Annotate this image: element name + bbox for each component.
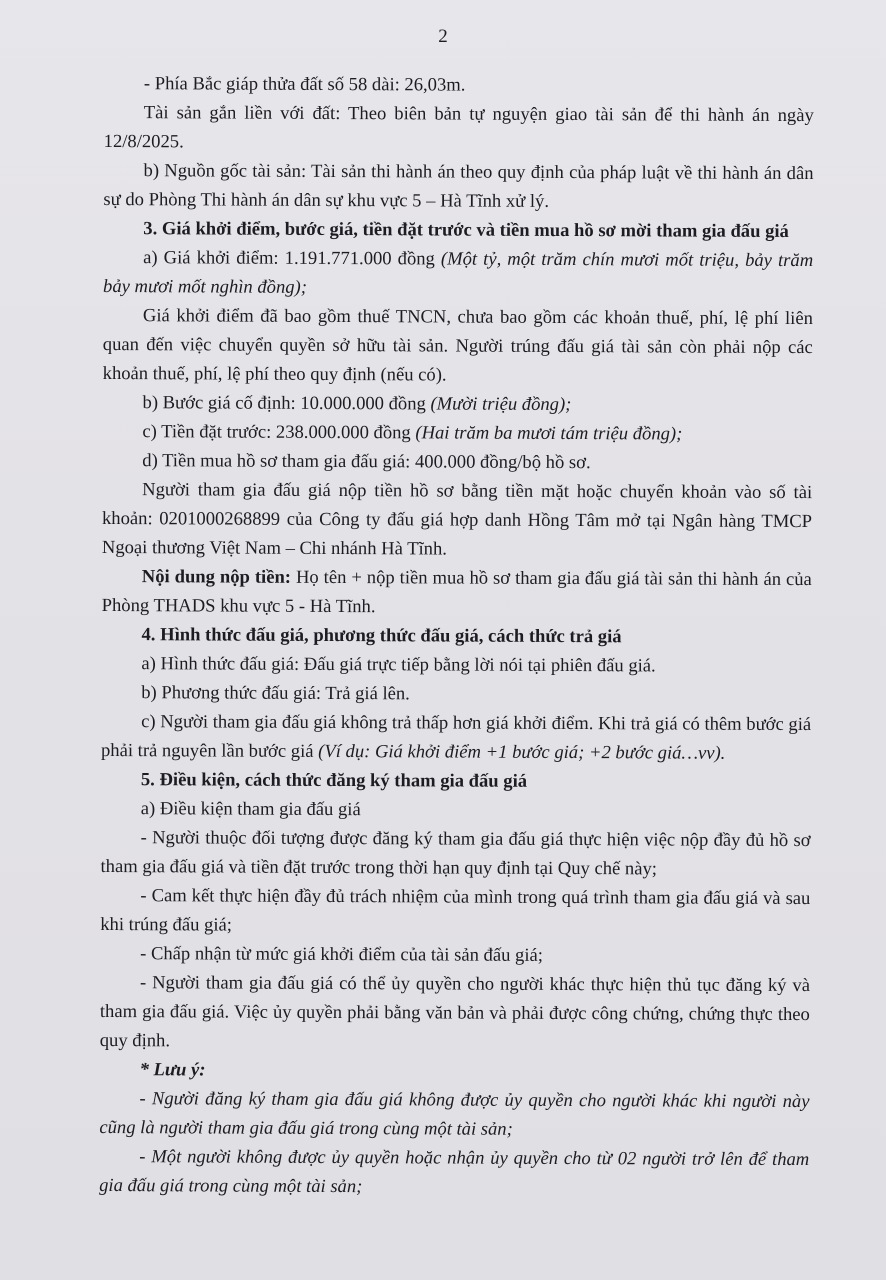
page-number: 2: [438, 26, 448, 47]
bid-step-words: (Mười triệu đồng);: [430, 393, 572, 416]
paragraph-auction-method: b) Phương thức đấu giá: Trả giá lên.: [141, 682, 410, 705]
paragraph-attached-assets: Tài sản gắn liền với đất: Theo biên bản tự nguyện giao tài sản để thi hành án ngày 12/8/2025.: [103, 102, 814, 153]
note-title: * Lưu ý:: [139, 1059, 206, 1081]
bid-step-text: b) Bước giá cố định: 10.000.000 đồng: [142, 392, 431, 415]
bidding-rule-example: (Ví dụ: Giá khởi điểm +1 bước giá; +2 bước giá…vv).: [318, 740, 726, 764]
deposit-words: (Hai trăm ba mươi tám triệu đồng);: [415, 422, 683, 445]
heading-section-4: 4. Hình thức đấu giá, phương thức đấu giá, cách thức trả giá: [141, 624, 622, 648]
paragraph-deposit: [102, 417, 812, 449]
paragraph-conditions-title: a) Điều kiện tham gia đấu giá: [140, 798, 361, 821]
payment-content-text: Họ tên + nộp tiền mua hồ sơ tham gia đấu giá tài sản thi hành án của Phòng THADS khu vực 5 - Hà Tĩnh.: [101, 566, 812, 618]
heading-section-3: 3. Giá khởi điểm, bước giá, tiền đặt trước và tiền mua hồ sơ mời tham gia đấu giá: [143, 218, 789, 242]
paragraph-condition-1: - Người thuộc đối tượng được đăng ký tham gia đấu giá thực hiện việc nộp đầy đủ hồ sơ tham gia đấu giá và tiền đặt trước trong thời hạn quy định tại Quy chế này;: [100, 827, 811, 880]
heading-section-5: 5. Điều kiện, cách thức đăng ký tham gia đấu giá: [140, 769, 528, 792]
bidding-rule-text: c) Người tham gia đấu giá không trả thấp hơn giá khởi điểm. Khi trả giá có thêm bước giá phải trả nguyên lần bước giá: [100, 711, 812, 762]
payment-content-label: Nội dung nộp tiền:: [141, 566, 292, 588]
paragraph-dossier-fee: d) Tiền mua hồ sơ tham gia đấu giá: 400.000 đồng/bộ hồ sơ.: [142, 450, 591, 474]
note-item-2: - Một người không được ủy quyền hoặc nhận ủy quyền cho từ 02 người trở lên để tham gia đấu giá trong cùng một tài sản;: [99, 1146, 810, 1198]
paragraph-asset-origin: b) Nguồn gốc tài sản: Tài sản thi hành án theo quy định của pháp luật về thi hành án dân sự do Phòng Thi hành án dân sự khu vực 5 – Hà Tĩnh xử lý.: [103, 160, 814, 212]
paragraph-starting-price: [103, 243, 813, 304]
paragraph-condition-3: - Chấp nhận từ mức giá khởi điểm của tài sản đấu giá;: [140, 943, 543, 966]
document-body: [99, 69, 814, 1203]
paragraph-condition-2: - Cam kết thực hiện đầy đủ trách nhiệm của mình trong quá trình tham gia đấu giá và sau khi trúng đấu giá;: [100, 885, 811, 936]
deposit-text: c) Tiền đặt trước: 238.000.000 đồng: [142, 421, 416, 444]
paragraph-auction-form: a) Hình thức đấu giá: Đấu giá trực tiếp bằng lời nói tại phiên đấu giá.: [141, 653, 656, 677]
paragraph-payment-content: [102, 562, 812, 623]
paragraph-bidding-rule: [101, 707, 811, 768]
paragraph-price-tax-note: Giá khởi điểm đã bao gồm thuế TNCN, chưa bao gồm các khoản thuế, phí, lệ phí liên quan đến việc chuyển quyền sở hữu tài sản. Người trúng đấu giá tài sản còn phải nộp các khoản thuế, phí, lệ phí theo quy định (nếu có).: [102, 305, 813, 386]
paragraph-condition-4: - Người tham gia đấu giá có thể ủy quyền cho người khác thực hiện thủ tục đăng ký và tham gia đấu giá. Việc ủy quyền phải bằng văn bản và phải được công chứng, chứng thực theo quy định.: [99, 972, 811, 1052]
paragraph-north-boundary: - Phía Bắc giáp thửa đất số 58 dài: 26,03m.: [143, 73, 466, 96]
paragraph-bid-step: [102, 388, 812, 420]
starting-price-words: (Một tỷ, một trăm chín mươi mốt triệu, bảy trăm bảy mươi mốt nghìn đồng);: [103, 248, 814, 298]
starting-price-text: a) Giá khởi điểm: 1.191.771.000 đồng: [143, 247, 442, 270]
paragraph-payment-account: Người tham gia đấu giá nộp tiền hồ sơ bằng tiền mặt hoặc chuyển khoản vào số tài khoản: 0201000268899 của Công ty đấu giá hợp danh Hồng Tâm mở tại Ngân hàng TMCP Ngoại thương Việt Nam – Chi nhánh Hà Tĩnh.: [101, 479, 813, 560]
note-item-1: - Người đăng ký tham gia đấu giá không được ủy quyền cho người khác khi người này cũng là người tham gia đấu giá trong cùng một tài sản;: [99, 1088, 810, 1140]
